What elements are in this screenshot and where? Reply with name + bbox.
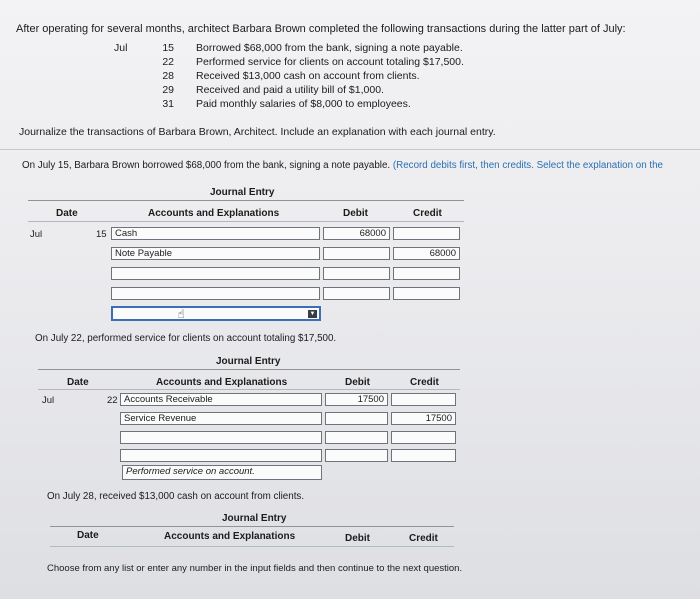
credit-header: Credit [413, 208, 442, 219]
account-field[interactable]: Service Revenue [120, 412, 322, 425]
account-field[interactable] [111, 287, 320, 300]
debit-field[interactable] [323, 247, 390, 260]
credit-field[interactable] [391, 431, 456, 444]
entry-day: 22 [107, 395, 118, 406]
journal-entry-title: Journal Entry [210, 187, 275, 198]
instructions: Journalize the transactions of Barbara Brown, Architect. Include an explanation with each journal entry. [19, 126, 496, 138]
transaction-text: Borrowed $68,000 from the bank, signing a note payable. [196, 42, 463, 54]
debit-field[interactable] [323, 267, 390, 280]
debit-field[interactable] [323, 287, 390, 300]
account-field[interactable] [111, 267, 320, 280]
debit-header: Debit [343, 208, 368, 219]
transaction-day: 29 [162, 84, 174, 96]
date-header: Date [77, 530, 99, 541]
credit-field[interactable] [393, 227, 460, 240]
question-prompt: On July 28, received $13,000 cash on account from clients. [47, 491, 305, 502]
account-field[interactable]: Note Payable [111, 247, 320, 260]
account-field[interactable]: Cash [111, 227, 320, 240]
date-header: Date [67, 377, 89, 388]
journal-entry-title: Journal Entry [216, 356, 281, 367]
debit-field[interactable] [325, 431, 388, 444]
journal-entry-title: Journal Entry [222, 513, 287, 524]
transaction-day: 31 [162, 98, 174, 110]
header-rule [50, 546, 454, 547]
transaction-day: 15 [162, 42, 174, 54]
transaction-text: Received and paid a utility bill of $1,000. [196, 84, 384, 96]
header-rule [50, 526, 454, 527]
header-rule [38, 369, 460, 370]
credit-header: Credit [410, 377, 439, 388]
transaction-day: 28 [162, 70, 174, 82]
accounts-header: Accounts and Explanations [156, 377, 288, 388]
header-rule [28, 221, 464, 222]
debit-header: Debit [345, 533, 370, 544]
credit-field[interactable] [391, 449, 456, 462]
debit-field[interactable]: 68000 [323, 227, 390, 240]
question-hint: (Record debits first, then credits. Select the explanation on the [392, 160, 663, 171]
account-field[interactable]: Accounts Receivable [120, 393, 322, 406]
transaction-text: Received $13,000 cash on account from clients. [196, 70, 420, 82]
debit-field[interactable] [325, 449, 388, 462]
problem-intro: After operating for several months, architect Barbara Brown completed the following transactions during the latter part of July: [16, 23, 626, 35]
hand-cursor-icon: ☝ [177, 307, 185, 321]
accounts-header: Accounts and Explanations [164, 531, 296, 542]
accounts-header: Accounts and Explanations [148, 208, 280, 219]
credit-field[interactable]: 17500 [391, 412, 456, 425]
transaction-text: Paid monthly salaries of $8,000 to employees. [196, 98, 411, 110]
question-prompt: On July 22, performed service for clients on account totaling $17,500. [35, 333, 337, 344]
date-header: Date [56, 208, 78, 219]
explanation-dropdown[interactable] [111, 306, 321, 321]
question-prompt [22, 160, 663, 171]
section-divider [0, 149, 700, 150]
account-field[interactable] [120, 431, 322, 444]
credit-field[interactable] [393, 267, 460, 280]
credit-field[interactable]: 68000 [393, 247, 460, 260]
debit-field[interactable]: 17500 [325, 393, 388, 406]
entry-month: Jul [42, 395, 55, 406]
credit-field[interactable] [393, 287, 460, 300]
question-text: On July 15, Barbara Brown borrowed $68,000 from the bank, signing a note payable. [22, 160, 393, 171]
credit-field[interactable] [391, 393, 456, 406]
credit-header: Credit [409, 533, 438, 544]
chevron-down-icon[interactable]: ▼ [309, 311, 316, 317]
debit-header: Debit [345, 377, 370, 388]
transaction-day: 22 [162, 56, 174, 68]
footer-instructions: Choose from any list or enter any number in the input fields and then continue to the next question. [47, 563, 463, 574]
header-rule [38, 389, 460, 390]
transaction-month: Jul [114, 42, 128, 54]
transaction-text: Performed service for clients on account totaling $17,500. [196, 56, 464, 68]
entry-month: Jul [30, 229, 43, 240]
explanation-field[interactable]: Performed service on account. [122, 465, 322, 480]
header-rule [28, 200, 464, 201]
account-field[interactable] [120, 449, 322, 462]
debit-field[interactable] [325, 412, 388, 425]
entry-day: 15 [96, 229, 107, 240]
